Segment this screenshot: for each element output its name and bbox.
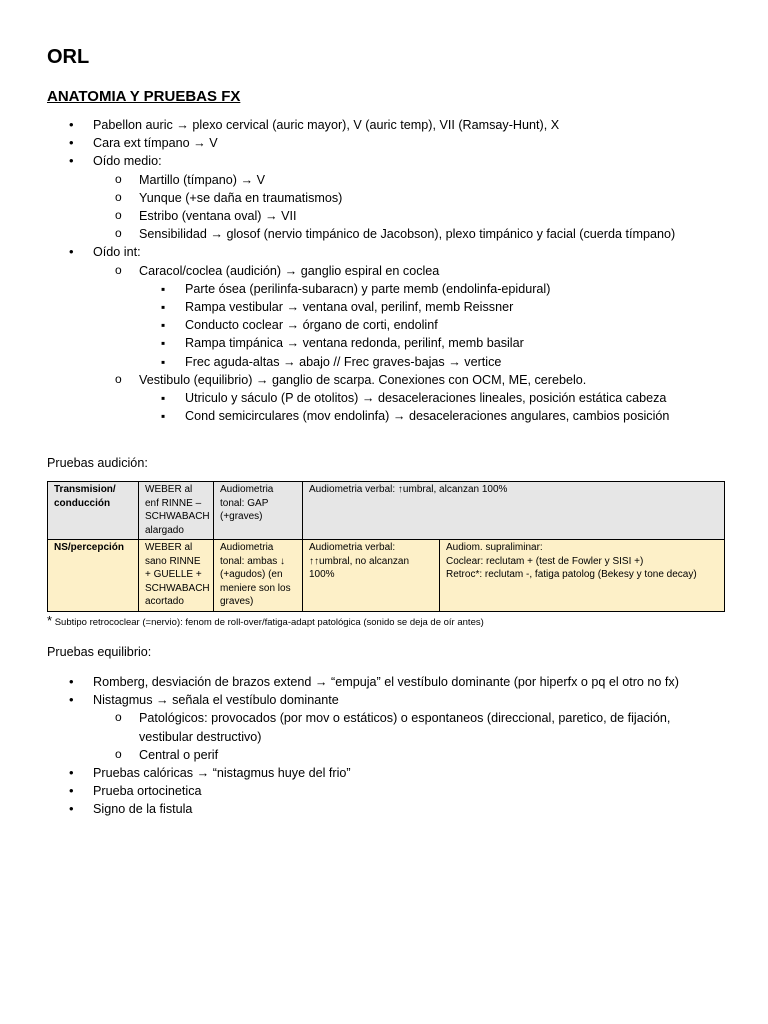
table-cell: Transmision/ conducción xyxy=(48,482,139,540)
table-cell: WEBER al sano RINNE + GUELLE + SCHWABACH acortado xyxy=(139,540,214,612)
list-item xyxy=(93,371,727,426)
list-item xyxy=(47,243,727,425)
footnote-mark: * xyxy=(47,612,53,628)
supra-retroc: Retroc*: reclutam -, fatiga patolog (Bekesy y tone decay) xyxy=(446,569,697,581)
list-item: ▪ Conducto coclear → órgano de corti, endolinf xyxy=(139,316,727,334)
audicion-heading: Pruebas audición: xyxy=(47,456,148,471)
table-cell: NS/percepción xyxy=(48,540,139,612)
page-title: ORL xyxy=(47,46,90,68)
vestibulo-list xyxy=(139,389,727,425)
oido-int-list xyxy=(93,262,727,426)
list-item: o Patológicos: provocados (por mov o estáticos) o espontaneos (direccional, paretico, de fijación, vestibular destructivo) xyxy=(93,709,727,745)
footnote xyxy=(47,614,727,629)
table-cell: WEBER al enf RINNE – SCHWABACH alargado xyxy=(139,482,214,540)
list-item: o Sensibilidad → glosof (nervio timpánico de Jacobson), plexo timpánico y facial (cuerda tímpano) xyxy=(93,225,727,243)
oido-int-label: Oído int: xyxy=(93,245,141,260)
list-item: • Pabellon auric → plexo cervical (auric mayor), V (auric temp), VII (Ramsay-Hunt), X xyxy=(47,116,727,134)
caracol-label: Caracol/coclea (audición) → ganglio espiral en coclea xyxy=(139,263,440,278)
caracol-list xyxy=(139,280,727,371)
footnote-text: Subtipo retrococlear (=nervio): fenom de roll-over/fatiga-adapt patológica (sonido se deja de oír antes) xyxy=(54,616,484,628)
nistagmus-list xyxy=(93,709,727,764)
list-item: o Yunque (+se daña en traumatismos) xyxy=(93,189,727,207)
table-cell: Audiometria tonal: GAP (+graves) xyxy=(214,482,303,540)
equilibrio-heading: Pruebas equilibrio: xyxy=(47,644,152,659)
list-item: ▪ Parte ósea (perilinfa-subaracn) y parte memb (endolinfa-epidural) xyxy=(139,280,727,298)
list-item: • Romberg, desviación de brazos extend → “empuja” el vestíbulo dominante (por hiperfx o pq el otro no fx) xyxy=(47,673,727,691)
list-item: • Signo de la fistula xyxy=(47,800,727,818)
oido-medio-list xyxy=(93,171,727,244)
supra-coclear: Coclear: reclutam + (test de Fowler y SISI +) xyxy=(446,555,644,567)
table-cell xyxy=(440,540,725,612)
equilibrio-list xyxy=(47,673,727,819)
list-item: ▪ Utriculo y sáculo (P de otolitos) → desaceleraciones lineales, posición estática cabeza xyxy=(139,389,727,407)
section-title: ANATOMIA Y PRUEBAS FX xyxy=(47,88,241,105)
list-item xyxy=(47,152,727,243)
anatomy-list xyxy=(47,116,727,425)
oido-medio-label: Oído medio: xyxy=(93,154,162,169)
list-item: • Cara ext tímpano → V xyxy=(47,134,727,152)
supra-title: Audiom. supraliminar: xyxy=(446,542,543,554)
list-item: o Central o perif xyxy=(93,746,727,764)
table-cell: Audiometria tonal: ambas ↓ (+agudos) (en meniere son los graves) xyxy=(214,540,303,612)
table-row xyxy=(48,482,725,540)
list-item: ▪ Cond semicirculares (mov endolinfa) → desaceleraciones angulares, cambios posición xyxy=(139,407,727,425)
nistagmus-label: Nistagmus → señala el vestíbulo dominante xyxy=(93,693,339,708)
table-cell: Audiometria verbal: ↑↑umbral, no alcanzan 100% xyxy=(303,540,440,612)
audicion-table xyxy=(47,481,725,612)
vestibulo-label: Vestibulo (equilibrio) → ganglio de scarpa. Conexiones con OCM, ME, cerebelo. xyxy=(139,372,587,387)
table-row xyxy=(48,540,725,612)
list-item: ▪ Rampa vestibular → ventana oval, perilinf, memb Reissner xyxy=(139,298,727,316)
list-item: o Estribo (ventana oval) → VII xyxy=(93,207,727,225)
table-cell: Audiometria verbal: ↑umbral, alcanzan 100% xyxy=(303,482,725,540)
list-item xyxy=(93,262,727,371)
list-item: ▪ Frec aguda-altas → abajo // Frec graves-bajas → vertice xyxy=(139,353,727,371)
list-item: • Prueba ortocinetica xyxy=(47,782,727,800)
list-item: • Pruebas calóricas → “nistagmus huye del frio” xyxy=(47,764,727,782)
list-item xyxy=(47,691,727,764)
list-item: o Martillo (tímpano) → V xyxy=(93,171,727,189)
list-item: ▪ Rampa timpánica → ventana redonda, perilinf, memb basilar xyxy=(139,334,727,352)
document-page xyxy=(47,44,727,819)
